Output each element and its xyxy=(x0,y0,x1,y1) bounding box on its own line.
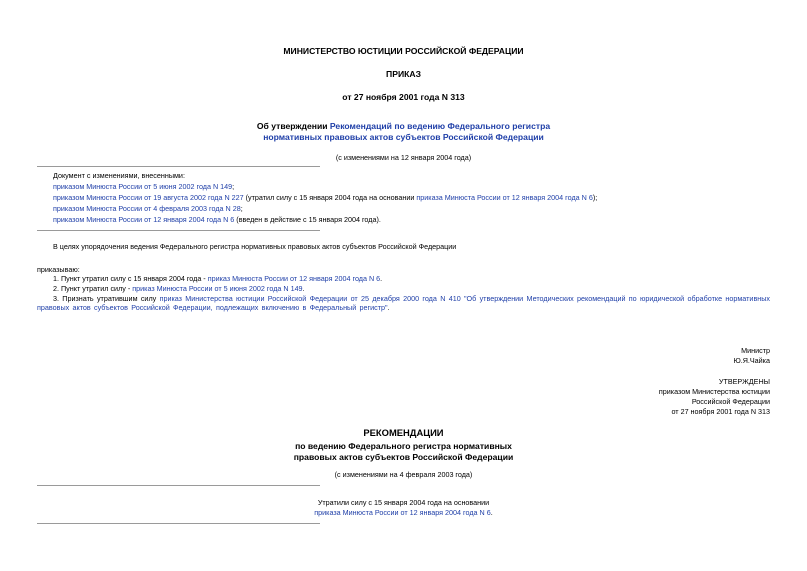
approval-line: от 27 ноября 2001 года N 313 xyxy=(671,407,770,416)
change-item: приказом Минюста России от 12 января 2004 года N 6 (введен в действие с 15 января 2004 года). xyxy=(53,215,381,224)
recommendations-subtitle: по ведению Федерального регистра нормативных xyxy=(295,441,512,451)
doc-date-number: от 27 ноября 2001 года N 313 xyxy=(342,92,465,102)
changes-note: (с изменениями на 12 января 2004 года) xyxy=(335,153,472,162)
approval-line: УТВЕРЖДЕНЫ xyxy=(718,377,770,386)
title-link[interactable]: Рекомендаций по ведению Федерального регистра xyxy=(329,121,551,131)
divider-top xyxy=(37,166,320,167)
ministry-heading: МИНИСТЕРСТВО ЮСТИЦИИ РОССИЙСКОЙ ФЕДЕРАЦИИ xyxy=(283,46,524,56)
p1-link[interactable]: приказ Минюста России от 12 января 2004 года N 6 xyxy=(207,274,381,283)
change-link[interactable]: приказом Минюста России от 19 августа 2002 года N 227 xyxy=(53,193,244,202)
change-link[interactable]: приказа Минюста России от 12 января 2004 года N 6 xyxy=(416,193,593,202)
p2-link[interactable]: приказ Минюста России от 5 июня 2002 года N 149 xyxy=(132,284,303,293)
doc-type-heading: ПРИКАЗ xyxy=(386,69,421,79)
recommendations-subtitle: правовых актов субъектов Российской Федерации xyxy=(293,452,514,462)
doc-title-line1 xyxy=(0,121,807,132)
change-link[interactable]: приказом Минюста России от 12 января 2004 года N 6 xyxy=(53,215,235,224)
paragraph-1: 1. Пункт утратил силу с 15 января 2004 года - приказ Минюста России от 12 января 2004 года N 6. xyxy=(53,274,383,283)
change-link[interactable]: приказом Минюста России от 5 июня 2002 года N 149 xyxy=(53,182,233,191)
change-item: приказом Минюста России от 4 февраля 2003 года N 28; xyxy=(53,204,243,213)
lost-force-line: приказа Минюста России от 12 января 2004 года N 6. xyxy=(314,508,493,517)
recommendations-title: РЕКОМЕНДАЦИИ xyxy=(363,427,444,438)
lost-force-link[interactable]: приказа Минюста России от 12 января 2004 года N 6 xyxy=(314,508,491,517)
divider-bottom xyxy=(37,230,320,231)
recommendations-changes-note: (с изменениями на 4 февраля 2003 года) xyxy=(334,470,473,479)
title-link-line2[interactable]: нормативных правовых актов субъектов Российской Федерации xyxy=(263,132,544,142)
title-prefix: Об утверждении xyxy=(256,121,330,131)
lost-force-text: Утратили силу с 15 января 2004 года на основании xyxy=(317,498,490,507)
approval-line: Российской Федерации xyxy=(691,397,770,406)
changes-intro: Документ с изменениями, внесенными: xyxy=(53,171,185,180)
order-word: приказываю: xyxy=(37,265,80,274)
change-item: приказом Минюста России от 5 июня 2002 года N 149; xyxy=(53,182,235,191)
divider-rec-top xyxy=(37,485,320,486)
signature-name: Ю.Я.Чайка xyxy=(733,356,770,365)
paragraph-2: 2. Пункт утратил силу - приказ Минюста России от 5 июня 2002 года N 149. xyxy=(53,284,305,293)
purpose-text: В целях упорядочения ведения Федерального регистра нормативных правовых актов субъектов Российской Федерации xyxy=(53,242,457,251)
p3-link[interactable]: приказ Министерства юстиции Российской Федерации от 25 декабря 2000 года N 410 "Об утверждении Методических рекомендаций по юридической обработке нормативных правовых актов субъектов Российской Федерации, подлежащих включению в Федеральный регистр" xyxy=(37,294,770,312)
change-item: приказом Минюста России от 19 августа 2002 года N 227 (утратил силу с 15 января 2004 года на основании приказа Минюста России от 12 января 2004 года N 6); xyxy=(53,193,598,202)
signature-position: Министр xyxy=(741,346,770,355)
paragraph-3: 3. Признать утратившим силу приказ Министерства юстиции Российской Федерации от 25 декабря 2000 года N 410 "Об утверждении Методических рекомендаций по юридической обработке нормативных правовых актов субъектов Российской Федерации, подлежащих включению в Федеральный регистр". xyxy=(37,294,770,312)
divider-rec-bottom xyxy=(37,523,320,524)
approval-line: приказом Министерства юстиции xyxy=(658,387,770,396)
change-link[interactable]: приказом Минюста России от 4 февраля 2003 года N 28 xyxy=(53,204,241,213)
